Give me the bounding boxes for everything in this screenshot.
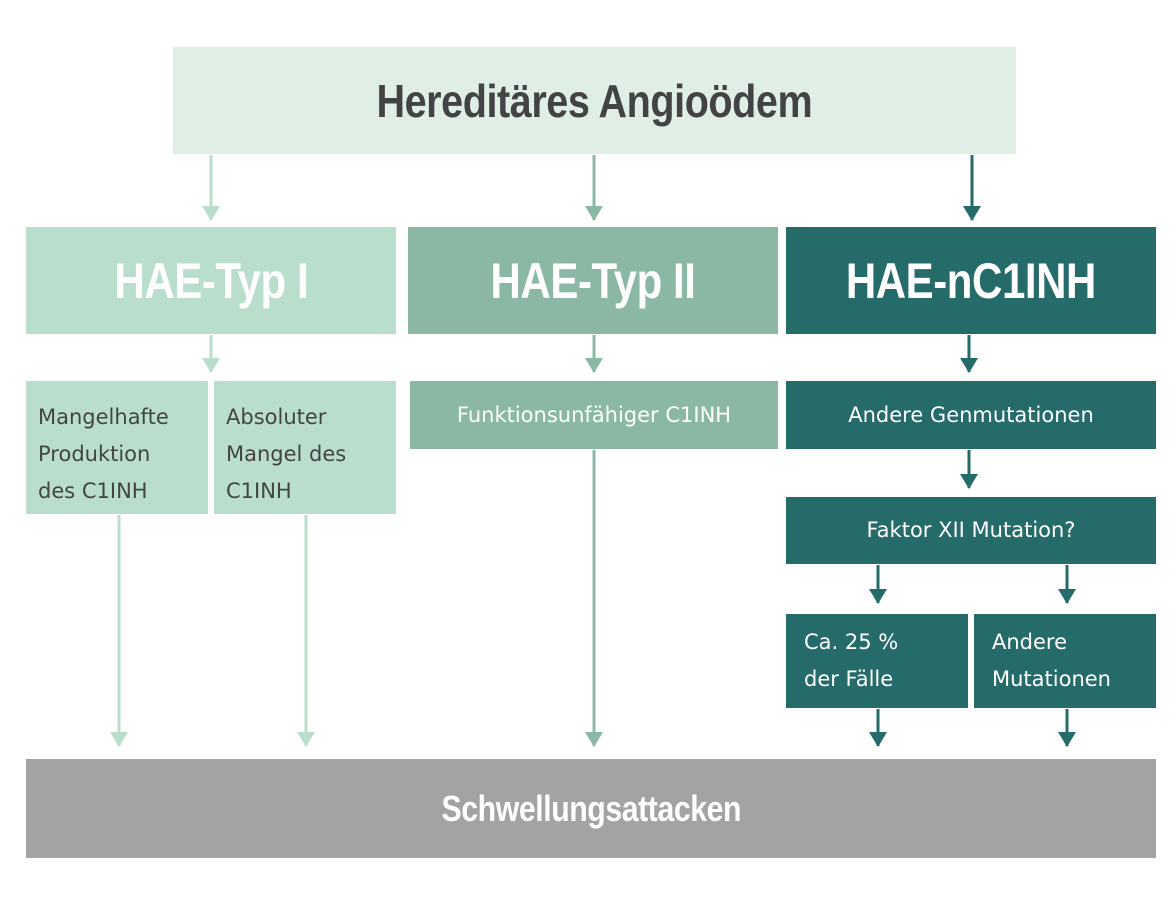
arrowhead-funktion-to-outcome [585,732,603,747]
ca25-box [786,614,968,708]
cause-line: des C1INH [38,479,148,503]
arrowhead-type1-to-causes [202,358,220,373]
andere-mutationen-line: Mutationen [992,667,1111,691]
cause-line: Mangel des [226,442,347,466]
cause-andere-genmutationen-label: Andere Genmutationen [848,402,1094,427]
hae-type2-box [408,227,778,334]
cause-absoluter-mangel [214,381,396,514]
arrowhead-top-to-type3 [963,206,981,221]
cause-mangelhafte-produktion [26,381,208,514]
arrowhead-top-to-type2 [585,206,603,221]
arrowhead-top-to-type1 [202,206,220,221]
arrowhead-gen-to-faktor [960,474,978,489]
ca25-line: Ca. 25 % [804,630,899,654]
arrowhead-ca25-to-outcome [869,732,887,747]
arrowhead-faktor-to-ca25 [869,589,887,604]
hae-nc1inh-box [786,227,1156,334]
hae-type1-label: HAE-Typ I [114,252,308,309]
hae-type1-box [26,227,396,334]
arrowhead-absoluter-to-outcome [297,732,315,747]
cause-line: Produktion [38,442,151,466]
arrowhead-faktor-to-andere [1058,589,1076,604]
arrowhead-andere-to-outcome [1058,732,1076,747]
andere-mutationen-box [974,614,1156,708]
cause-funktionsunfaehig [410,381,778,449]
cause-andere-genmutationen [786,381,1156,449]
cause-line: Mangelhafte [38,405,169,429]
arrowhead-mangelhafte-to-outcome [110,732,128,747]
cause-line: Absoluter [226,405,327,429]
hae-title-box [173,47,1016,154]
faktor-xii-label: Faktor XII Mutation? [866,518,1076,542]
arrowhead-type2-to-cause [585,358,603,373]
arrowhead-type3-to-cause [960,358,978,373]
hae-nc1inh-label: HAE-nC1INH [845,252,1097,309]
cause-funktionsunfaehig-label: Funktionsunfähiger C1INH [456,402,732,427]
hae-title: Hereditäres Angioödem [376,74,813,127]
faktor-xii-box [786,497,1156,564]
andere-mutationen-line: Andere [992,630,1068,654]
ca25-line: der Fälle [804,667,894,691]
outcome-label: Schwellungsattacken [441,787,741,829]
cause-line: C1INH [226,479,292,503]
outcome-box [26,759,1156,858]
hae-type2-label: HAE-Typ II [490,252,696,309]
